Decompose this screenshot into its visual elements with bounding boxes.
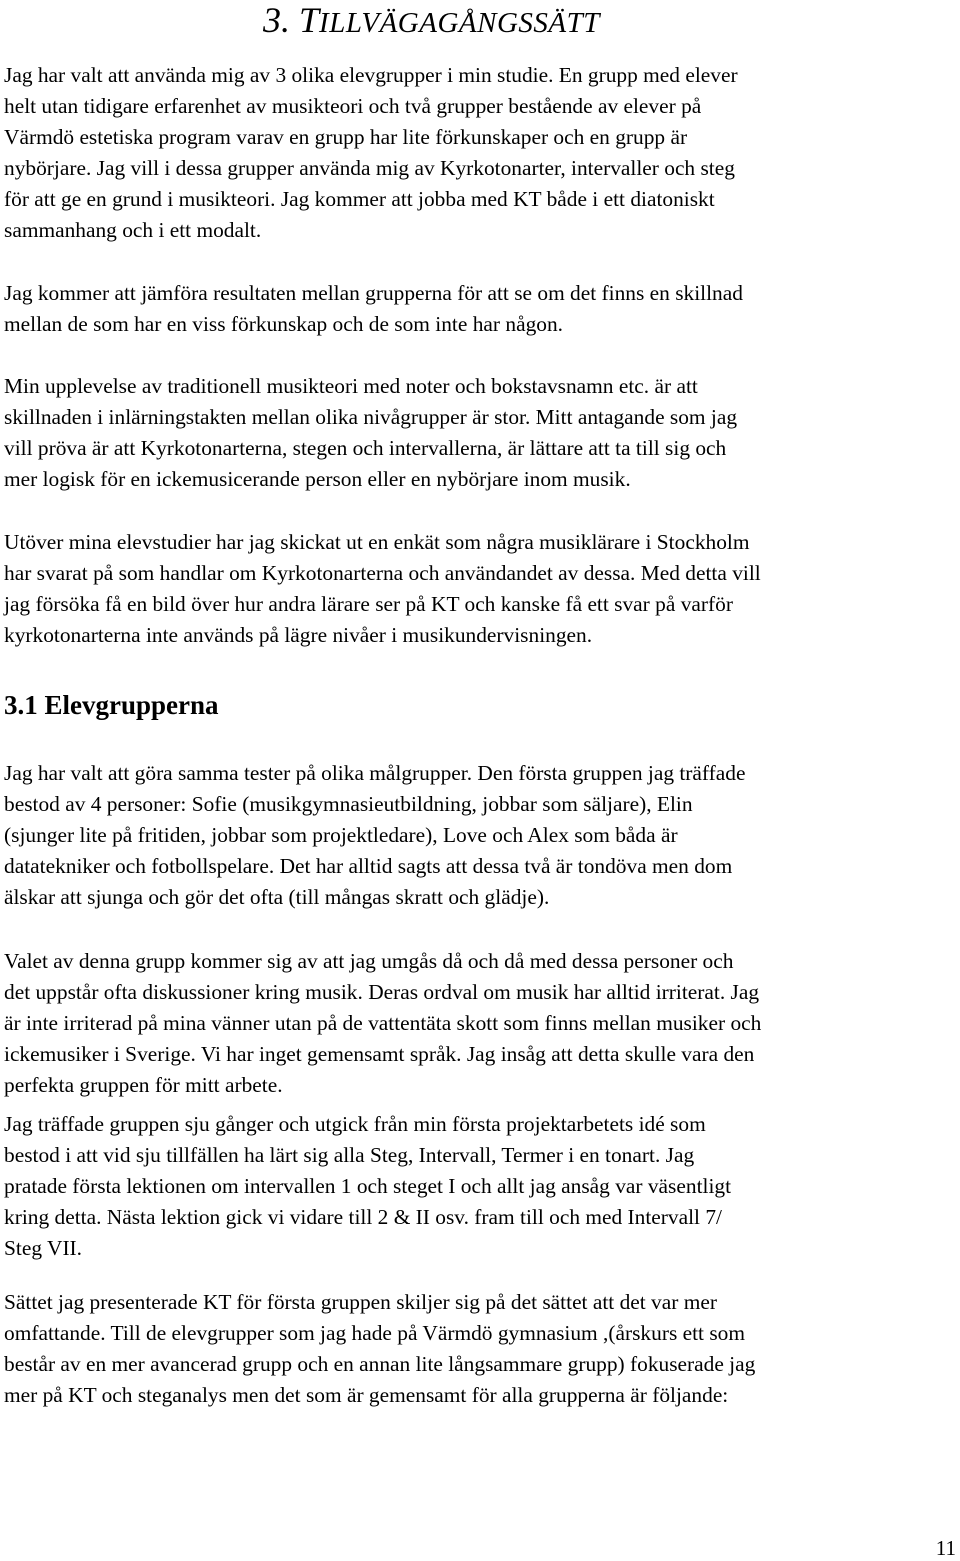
subsection-heading: 3.1 Elevgrupperna: [4, 690, 219, 720]
paragraph-line: nybörjare. Jag vill i dessa grupper använda mig av Kyrkotonarter, intervaller och steg: [4, 156, 735, 180]
paragraph-line: vill pröva är att Kyrkotonarterna, stegen och intervallerna, är lättare att ta till sig och: [4, 436, 727, 460]
section-heading: [263, 0, 600, 43]
paragraph-line: har svarat på som handlar om Kyrkotonarterna och användandet av dessa. Med detta vill: [4, 561, 761, 585]
paragraph-line: Jag träffade gruppen sju gånger och utgick från min första projektarbetets idé som: [4, 1112, 706, 1136]
paragraph-line: sammanhang och i ett modalt.: [4, 218, 262, 242]
paragraph-line: Steg VII.: [4, 1236, 83, 1260]
heading-rest: ILLVÄGAGÅNGSSÄTT: [319, 7, 600, 39]
paragraph-line: jag försöka få en bild över hur andra lärare ser på KT och kanske få ett svar på varför: [4, 592, 733, 616]
paragraph-line: består av en mer avancerad grupp och en annan lite långsammare grupp) fokuserade jag: [4, 1352, 756, 1376]
paragraph-line: omfattande. Till de elevgrupper som jag hade på Värmdö gymnasium ,(årskurs ett som: [4, 1321, 746, 1345]
paragraph-meetings: [4, 1109, 960, 1264]
section-number: 3.: [263, 0, 290, 40]
paragraph-line: det uppstår ofta diskussioner kring musik. Deras ordval om musik har alltid irriterat. Jag: [4, 980, 760, 1004]
paragraph-line: Utöver mina elevstudier har jag skickat ut en enkät som några musiklärare i Stockholm: [4, 530, 750, 554]
paragraph-line: kring detta. Nästa lektion gick vi vidare till 2 & II osv. fram till och med Intervall 7/: [4, 1205, 722, 1229]
paragraph-line: datatekniker och fotbollspelare. Det har alltid sagts att dessa två är tondöva men dom: [4, 854, 733, 878]
document-page: [4, 0, 956, 1561]
paragraph-intro: [4, 60, 960, 246]
paragraph-line: Min upplevelse av traditionell musikteori med noter och bokstavsnamn etc. är att: [4, 374, 698, 398]
paragraph-line: mellan de som har en viss förkunskap och de som inte har någon.: [4, 312, 563, 336]
paragraph-line: mer logisk för en ickemusicerande person eller en nybörjare inom musik.: [4, 467, 631, 491]
paragraph-line: Valet av denna grupp kommer sig av att jag umgås då och då med dessa personer och: [4, 949, 734, 973]
paragraph-line: perfekta gruppen för mitt arbete.: [4, 1073, 283, 1097]
paragraph-line: skillnaden i inlärningstakten mellan olika nivågrupper är stor. Mitt antagande som jag: [4, 405, 738, 429]
paragraph-line: pratade första lektionen om intervallen 1 och steget I och allt jag ansåg var väsentligt: [4, 1174, 732, 1198]
paragraph-line: Jag har valt att använda mig av 3 olika elevgrupper i min studie. En grupp med elever: [4, 63, 738, 87]
paragraph-choice: [4, 946, 960, 1101]
paragraph-line: för att ge en grund i musikteori. Jag kommer att jobba med KT både i ett diatoniskt: [4, 187, 715, 211]
paragraph-experience: [4, 371, 960, 495]
paragraph-line: Värmdö estetiska program varav en grupp har lite förkunskaper och en grupp är: [4, 125, 688, 149]
paragraph-line: älskar att sjunga och gör det ofta (till mångas skratt och glädje).: [4, 885, 550, 909]
paragraph-line: mer på KT och steganalys men det som är gemensamt för alla grupperna är följande:: [4, 1383, 729, 1407]
paragraph-line: ickemusiker i Sverige. Vi har inget gemensamt språk. Jag insåg att detta skulle vara den: [4, 1042, 755, 1066]
paragraph-line: Jag har valt att göra samma tester på olika målgrupper. Den första gruppen jag träffade: [4, 761, 746, 785]
heading-first-letter: T: [299, 0, 320, 40]
paragraph-line: (sjunger lite på fritiden, jobbar som projektledare), Love och Alex som båda är: [4, 823, 678, 847]
paragraph-line: helt utan tidigare erfarenhet av musikteori och två grupper bestående av elever på: [4, 94, 702, 118]
paragraph-line: bestod av 4 personer: Sofie (musikgymnasieutbildning, jobbar som säljare), Elin: [4, 792, 693, 816]
page-number: 11: [935, 1536, 956, 1560]
paragraph-survey: [4, 527, 960, 651]
paragraph-line: kyrkotonarterna inte används på lägre nivåer i musikundervisningen.: [4, 623, 593, 647]
paragraph-method: [4, 1287, 960, 1411]
paragraph-line: Jag kommer att jämföra resultaten mellan grupperna för att se om det finns en skillnad: [4, 281, 743, 305]
paragraph-line: bestod i att vid sju tillfällen ha lärt sig alla Steg, Intervall, Termer i en tonart. Jag: [4, 1143, 695, 1167]
paragraph-line: är inte irriterad på mina vänner utan på de vattentäta skott som finns mellan musiker och: [4, 1011, 762, 1035]
paragraph-groups: [4, 758, 960, 913]
paragraph-line: Sättet jag presenterade KT för första gruppen skiljer sig på det sättet att det var mer: [4, 1290, 717, 1314]
paragraph-comparison: [4, 278, 960, 340]
